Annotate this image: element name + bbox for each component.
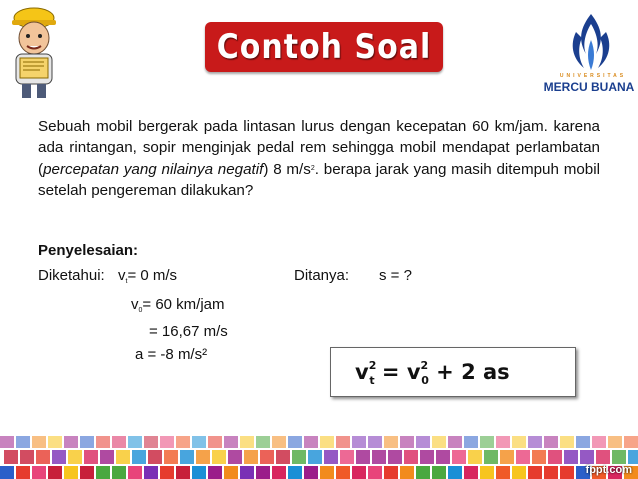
mosaic-tile	[372, 450, 386, 464]
formula-tail: + 2 as	[428, 360, 510, 384]
mosaic-tile	[352, 436, 366, 448]
mosaic-tile	[352, 466, 366, 479]
vt-subscript: t	[125, 278, 128, 285]
mosaic-tile	[224, 436, 238, 448]
mosaic-tile	[496, 436, 510, 448]
mosaic-tile	[32, 436, 46, 448]
mosaic-tile	[368, 466, 382, 479]
mosaic-tile	[36, 450, 50, 464]
mosaic-tile	[528, 436, 542, 448]
mosaic-tile	[20, 450, 34, 464]
mosaic-tile	[468, 450, 482, 464]
mosaic-tile	[148, 450, 162, 464]
mosaic-tile	[628, 450, 638, 464]
footer-mosaic	[0, 436, 638, 479]
v0-converted: = 16,67 m/s	[149, 323, 228, 340]
mosaic-tile	[48, 466, 62, 479]
mosaic-tile	[548, 450, 562, 464]
mosaic-tile	[260, 450, 274, 464]
mosaic-tile	[564, 450, 578, 464]
mosaic-tile	[212, 450, 226, 464]
mosaic-tile	[196, 450, 210, 464]
logo-name-text: MERCU BUANA	[543, 80, 635, 94]
mosaic-tile	[304, 436, 318, 448]
problem-tail: . berapa jarak yang masih ditempuh mobil setelah pengereman dilakukan?	[38, 161, 600, 199]
known-label: Diketahui:	[38, 267, 105, 284]
mosaic-tile	[416, 436, 430, 448]
mosaic-tile	[612, 450, 626, 464]
mosaic-tile	[560, 466, 574, 479]
mosaic-tile	[384, 436, 398, 448]
mosaic-tile	[84, 450, 98, 464]
mosaic-tile	[320, 466, 334, 479]
mosaic-tile	[320, 436, 334, 448]
mosaic-tile	[528, 466, 542, 479]
mosaic-tile	[384, 466, 398, 479]
mosaic-tile	[276, 450, 290, 464]
mosaic-tile	[132, 450, 146, 464]
formula-lhs-v: v	[355, 360, 369, 384]
mosaic-tile	[80, 466, 94, 479]
mosaic-tile	[160, 436, 174, 448]
mosaic-tile	[160, 466, 174, 479]
mosaic-tile	[560, 436, 574, 448]
formula-box	[330, 347, 576, 397]
mosaic-tile	[288, 436, 302, 448]
vt-symbol: v	[118, 267, 126, 284]
mosaic-tile	[484, 450, 498, 464]
mosaic-tile	[368, 436, 382, 448]
mosaic-tile	[420, 450, 434, 464]
mosaic-tile	[512, 466, 526, 479]
mosaic-tile	[272, 436, 286, 448]
mosaic-tile	[96, 436, 110, 448]
mosaic-tile	[208, 436, 222, 448]
mosaic-tile	[436, 450, 450, 464]
mosaic-tile	[432, 466, 446, 479]
mosaic-tile	[416, 466, 430, 479]
mosaic-tile	[112, 436, 126, 448]
mosaic-tile	[256, 466, 270, 479]
mosaic-tile	[48, 436, 62, 448]
mosaic-tile	[388, 450, 402, 464]
mosaic-tile	[112, 466, 126, 479]
mosaic-tile	[64, 466, 78, 479]
mosaic-tile	[624, 436, 638, 448]
mosaic-tile	[164, 450, 178, 464]
mosaic-tile	[0, 466, 14, 479]
mosaic-tile	[32, 466, 46, 479]
mosaic-tile	[336, 436, 350, 448]
footer-credit: fppt.com	[585, 464, 632, 476]
mosaic-tile	[464, 436, 478, 448]
mosaic-tile	[340, 450, 354, 464]
v0-equals: = 60 km/jam	[142, 296, 225, 313]
mosaic-tile	[128, 466, 142, 479]
problem-line: Sebuah mobil bergerak pada lintasan lurus dengan kecepatan 60 km/jam. karena ada rintangan, sopir menginjak pedal rem sehingga mobil mendapat perlambatan (	[38, 118, 600, 178]
mosaic-tile	[16, 436, 30, 448]
mosaic-tile	[0, 436, 14, 448]
mosaic-tile	[256, 436, 270, 448]
mosaic-tile	[448, 466, 462, 479]
formula-lhs-sup: 2	[368, 359, 377, 372]
problem-italic: percepatan yang nilainya negatif	[43, 161, 264, 178]
formula-equation	[355, 359, 510, 387]
mosaic-tile	[4, 450, 18, 464]
asked-label: Ditanya:	[294, 267, 350, 284]
mosaic-tile	[404, 450, 418, 464]
mosaic-tile	[308, 450, 322, 464]
mosaic-tile	[432, 436, 446, 448]
problem-after-italic: ) 8 m/s	[263, 161, 311, 178]
mosaic-tile	[128, 436, 142, 448]
mosaic-tile	[608, 436, 622, 448]
mosaic-tile	[192, 466, 206, 479]
mosaic-tile	[512, 436, 526, 448]
vt-value	[118, 267, 177, 285]
university-flame-logo-icon	[556, 10, 626, 80]
solution-heading: Penyelesaian:	[38, 242, 139, 259]
formula-equals: =	[374, 360, 407, 384]
mosaic-tile	[596, 450, 610, 464]
mosaic-tile	[592, 436, 606, 448]
mosaic-tile	[292, 450, 306, 464]
mosaic-tile	[52, 450, 66, 464]
mosaic-tile	[224, 466, 238, 479]
mosaic-tile	[288, 466, 302, 479]
formula-rhs-sup: 2	[420, 359, 429, 372]
mosaic-tile	[448, 436, 462, 448]
mosaic-tile	[240, 466, 254, 479]
mosaic-tile	[324, 450, 338, 464]
mosaic-tile	[244, 450, 258, 464]
mosaic-tile	[516, 450, 530, 464]
v0-subscript: 0	[138, 307, 143, 314]
engineer-cartoon-icon	[4, 4, 64, 100]
mosaic-tile	[464, 466, 478, 479]
mosaic-tile	[532, 450, 546, 464]
mosaic-tile	[80, 436, 94, 448]
formula-rhs-sub: 0	[421, 374, 429, 387]
formula-lhs-sub: t	[369, 374, 375, 387]
mosaic-tile	[496, 466, 510, 479]
v0-symbol: v	[131, 296, 139, 313]
mosaic-tile	[176, 436, 190, 448]
mosaic-tile	[544, 436, 558, 448]
mosaic-tile	[64, 436, 78, 448]
mosaic-tile	[480, 436, 494, 448]
mosaic-tile	[400, 436, 414, 448]
mosaic-tile	[68, 450, 82, 464]
mosaic-tile	[228, 450, 242, 464]
acceleration-value: a = -8 m/s²	[135, 346, 208, 363]
mosaic-tile	[16, 466, 30, 479]
mosaic-tile	[144, 466, 158, 479]
mosaic-tile	[336, 466, 350, 479]
mosaic-tile	[176, 466, 190, 479]
mosaic-tile	[192, 436, 206, 448]
title-banner	[205, 22, 443, 72]
mosaic-tile	[304, 466, 318, 479]
mosaic-tile	[96, 466, 110, 479]
mosaic-tile	[452, 450, 466, 464]
mosaic-tile	[580, 450, 594, 464]
formula-rhs-v: v	[406, 360, 421, 384]
v0-value	[131, 296, 225, 314]
mosaic-tile	[116, 450, 130, 464]
mosaic-tile	[356, 450, 370, 464]
mosaic-tile	[576, 436, 590, 448]
mosaic-tile	[144, 436, 158, 448]
mosaic-tile	[180, 450, 194, 464]
asked-value: s = ?	[379, 267, 412, 284]
mosaic-tile	[480, 466, 494, 479]
vt-equals: = 0 m/s	[127, 267, 178, 284]
problem-exponent: 2	[310, 165, 315, 172]
mosaic-tile	[272, 466, 286, 479]
logo-universitas-text: UNIVERSITAS	[559, 73, 627, 79]
mosaic-tile	[400, 466, 414, 479]
page-title: Contoh Soal	[216, 27, 432, 67]
mosaic-tile	[544, 466, 558, 479]
mosaic-tile	[208, 466, 222, 479]
mosaic-tile	[240, 436, 254, 448]
mosaic-tile	[500, 450, 514, 464]
problem-text	[38, 116, 600, 201]
mosaic-tile	[100, 450, 114, 464]
